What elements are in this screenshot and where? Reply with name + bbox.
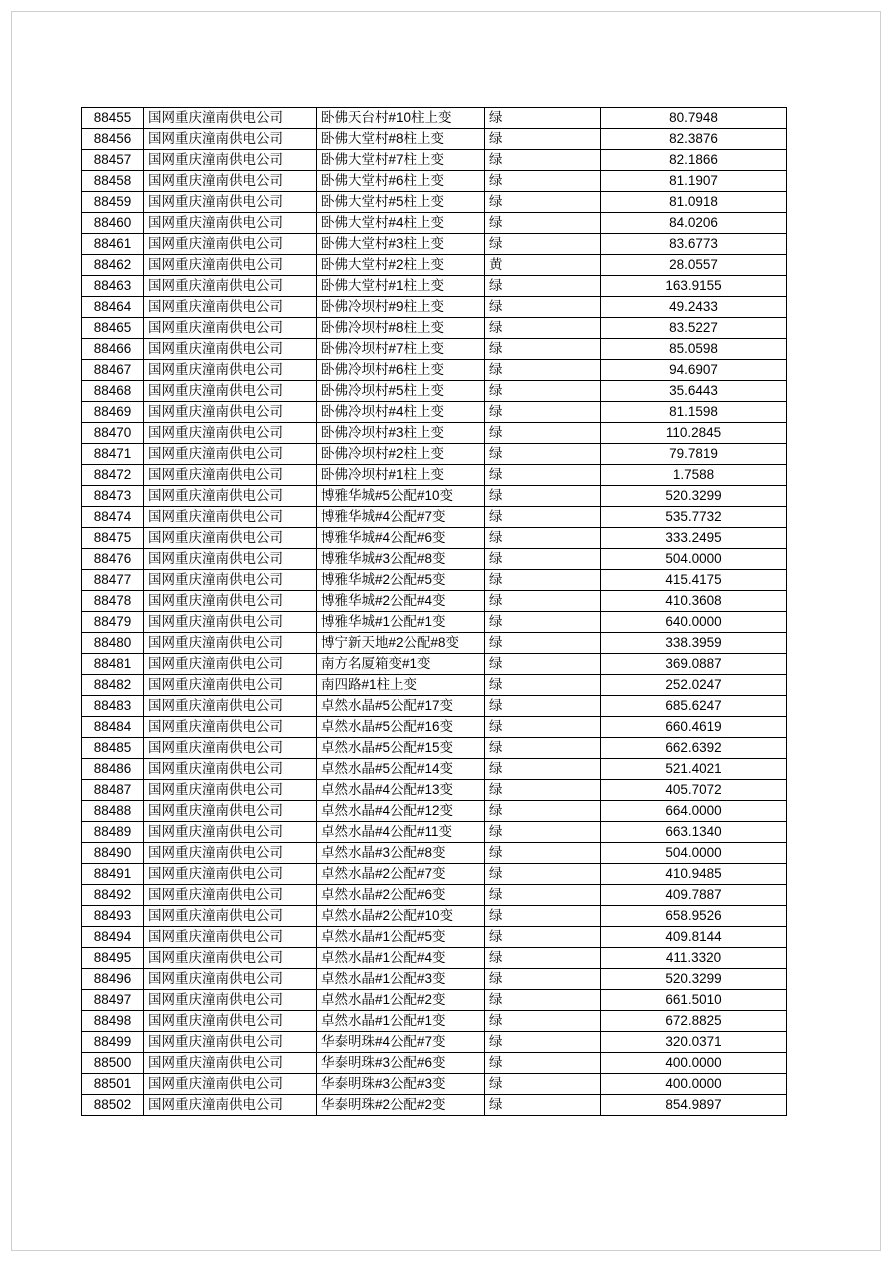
table-cell-name: 卓然水晶#5公配#14变	[317, 759, 485, 780]
table-cell-value: 79.7819	[601, 444, 787, 465]
table-row	[82, 717, 787, 738]
table-row	[82, 738, 787, 759]
table-cell-color: 绿	[485, 717, 601, 738]
table-row	[82, 1053, 787, 1074]
table-row	[82, 339, 787, 360]
table-cell-id: 88484	[82, 717, 144, 738]
table-cell-org: 国网重庆潼南供电公司	[144, 822, 317, 843]
table-cell-id: 88471	[82, 444, 144, 465]
table-cell-id: 88472	[82, 465, 144, 486]
table-cell-value: 520.3299	[601, 969, 787, 990]
table-cell-id: 88487	[82, 780, 144, 801]
table-cell-org: 国网重庆潼南供电公司	[144, 213, 317, 234]
table-cell-name: 卧佛冷坝村#6柱上变	[317, 360, 485, 381]
table-cell-id: 88460	[82, 213, 144, 234]
table-cell-value: 81.0918	[601, 192, 787, 213]
table-row	[82, 213, 787, 234]
table-cell-id: 88480	[82, 633, 144, 654]
table-cell-name: 博雅华城#2公配#5变	[317, 570, 485, 591]
table-cell-org: 国网重庆潼南供电公司	[144, 948, 317, 969]
table-cell-id: 88498	[82, 1011, 144, 1032]
table-cell-value: 84.0206	[601, 213, 787, 234]
table-cell-color: 绿	[485, 1053, 601, 1074]
table-cell-value: 94.6907	[601, 360, 787, 381]
table-cell-id: 88477	[82, 570, 144, 591]
table-cell-org: 国网重庆潼南供电公司	[144, 360, 317, 381]
table-row	[82, 990, 787, 1011]
table-cell-color: 绿	[485, 444, 601, 465]
table-cell-value: 854.9897	[601, 1095, 787, 1116]
table-cell-org: 国网重庆潼南供电公司	[144, 654, 317, 675]
table-row	[82, 486, 787, 507]
table-cell-color: 绿	[485, 129, 601, 150]
table-cell-id: 88494	[82, 927, 144, 948]
table-cell-org: 国网重庆潼南供电公司	[144, 507, 317, 528]
table-cell-value: 672.8825	[601, 1011, 787, 1032]
table-cell-color: 绿	[485, 948, 601, 969]
table-cell-org: 国网重庆潼南供电公司	[144, 1095, 317, 1116]
table-row	[82, 528, 787, 549]
table-cell-color: 绿	[485, 465, 601, 486]
table-cell-id: 88479	[82, 612, 144, 633]
table-cell-name: 卓然水晶#4公配#11变	[317, 822, 485, 843]
table-row	[82, 108, 787, 129]
table-cell-color: 绿	[485, 990, 601, 1011]
table-cell-name: 卧佛大堂村#2柱上变	[317, 255, 485, 276]
table-cell-value: 658.9526	[601, 906, 787, 927]
table-cell-color: 绿	[485, 297, 601, 318]
table-cell-name: 华泰明珠#4公配#7变	[317, 1032, 485, 1053]
table-cell-org: 国网重庆潼南供电公司	[144, 402, 317, 423]
table-row	[82, 1011, 787, 1032]
table-cell-color: 绿	[485, 612, 601, 633]
table-cell-color: 绿	[485, 822, 601, 843]
table-cell-color: 绿	[485, 801, 601, 822]
table-cell-color: 绿	[485, 318, 601, 339]
table-cell-color: 绿	[485, 549, 601, 570]
data-table	[81, 107, 787, 1116]
table-cell-value: 663.1340	[601, 822, 787, 843]
table-cell-value: 410.3608	[601, 591, 787, 612]
table-row	[82, 759, 787, 780]
table-cell-value: 80.7948	[601, 108, 787, 129]
table-cell-org: 国网重庆潼南供电公司	[144, 570, 317, 591]
table-cell-name: 卓然水晶#1公配#4变	[317, 948, 485, 969]
table-cell-org: 国网重庆潼南供电公司	[144, 633, 317, 654]
table-row	[82, 570, 787, 591]
table-cell-value: 660.4619	[601, 717, 787, 738]
table-cell-org: 国网重庆潼南供电公司	[144, 591, 317, 612]
table-row	[82, 381, 787, 402]
table-row	[82, 675, 787, 696]
table-cell-id: 88464	[82, 297, 144, 318]
table-cell-id: 88500	[82, 1053, 144, 1074]
table-cell-name: 卓然水晶#1公配#2变	[317, 990, 485, 1011]
table-cell-value: 81.1598	[601, 402, 787, 423]
table-row	[82, 297, 787, 318]
table-cell-name: 卓然水晶#5公配#16变	[317, 717, 485, 738]
table-cell-id: 88470	[82, 423, 144, 444]
table-cell-name: 博雅华城#1公配#1变	[317, 612, 485, 633]
table-cell-color: 绿	[485, 234, 601, 255]
table-cell-id: 88457	[82, 150, 144, 171]
table-row	[82, 591, 787, 612]
table-cell-name: 卓然水晶#4公配#12变	[317, 801, 485, 822]
table-row	[82, 654, 787, 675]
table-cell-color: 绿	[485, 381, 601, 402]
table-cell-name: 卓然水晶#5公配#17变	[317, 696, 485, 717]
table-cell-id: 88463	[82, 276, 144, 297]
table-row	[82, 171, 787, 192]
table-cell-id: 88497	[82, 990, 144, 1011]
table-cell-value: 504.0000	[601, 843, 787, 864]
table-cell-org: 国网重庆潼南供电公司	[144, 150, 317, 171]
table-cell-value: 163.9155	[601, 276, 787, 297]
table-row	[82, 318, 787, 339]
table-row	[82, 1032, 787, 1053]
table-cell-color: 绿	[485, 675, 601, 696]
table-cell-name: 博雅华城#4公配#7变	[317, 507, 485, 528]
table-cell-color: 绿	[485, 213, 601, 234]
table-row	[82, 360, 787, 381]
table-cell-name: 华泰明珠#2公配#2变	[317, 1095, 485, 1116]
table-row	[82, 234, 787, 255]
table-cell-org: 国网重庆潼南供电公司	[144, 1032, 317, 1053]
table-cell-value: 411.3320	[601, 948, 787, 969]
table-row	[82, 276, 787, 297]
table-cell-org: 国网重庆潼南供电公司	[144, 696, 317, 717]
table-cell-value: 28.0557	[601, 255, 787, 276]
table-cell-value: 685.6247	[601, 696, 787, 717]
table-cell-color: 绿	[485, 1095, 601, 1116]
table-row	[82, 843, 787, 864]
table-cell-value: 35.6443	[601, 381, 787, 402]
table-row	[82, 822, 787, 843]
table-cell-value: 662.6392	[601, 738, 787, 759]
table-cell-name: 卓然水晶#5公配#15变	[317, 738, 485, 759]
table-row	[82, 1095, 787, 1116]
table-cell-name: 南方名厦箱变#1变	[317, 654, 485, 675]
table-cell-org: 国网重庆潼南供电公司	[144, 234, 317, 255]
table-cell-color: 绿	[485, 843, 601, 864]
table-cell-color: 绿	[485, 780, 601, 801]
table-cell-id: 88502	[82, 1095, 144, 1116]
table-cell-org: 国网重庆潼南供电公司	[144, 528, 317, 549]
table-cell-id: 88499	[82, 1032, 144, 1053]
table-cell-id: 88492	[82, 885, 144, 906]
table-cell-color: 绿	[485, 150, 601, 171]
table-cell-value: 664.0000	[601, 801, 787, 822]
table-cell-name: 卓然水晶#2公配#7变	[317, 864, 485, 885]
table-cell-org: 国网重庆潼南供电公司	[144, 738, 317, 759]
table-cell-org: 国网重庆潼南供电公司	[144, 1074, 317, 1095]
table-cell-org: 国网重庆潼南供电公司	[144, 801, 317, 822]
table-row	[82, 969, 787, 990]
table-cell-color: 绿	[485, 570, 601, 591]
table-cell-value: 110.2845	[601, 423, 787, 444]
table-cell-color: 绿	[485, 1032, 601, 1053]
table-row	[82, 633, 787, 654]
table-cell-value: 661.5010	[601, 990, 787, 1011]
table-cell-id: 88455	[82, 108, 144, 129]
table-cell-org: 国网重庆潼南供电公司	[144, 843, 317, 864]
table-cell-id: 88481	[82, 654, 144, 675]
table-cell-id: 88476	[82, 549, 144, 570]
table-row	[82, 465, 787, 486]
table-cell-value: 338.3959	[601, 633, 787, 654]
table-cell-id: 88488	[82, 801, 144, 822]
table-cell-org: 国网重庆潼南供电公司	[144, 108, 317, 129]
table-cell-color: 绿	[485, 276, 601, 297]
table-cell-id: 88469	[82, 402, 144, 423]
table-row	[82, 444, 787, 465]
table-body	[82, 108, 787, 1116]
table-cell-color: 绿	[485, 108, 601, 129]
table-cell-name: 卓然水晶#2公配#10变	[317, 906, 485, 927]
table-cell-color: 绿	[485, 906, 601, 927]
table-cell-value: 1.7588	[601, 465, 787, 486]
table-cell-color: 绿	[485, 339, 601, 360]
table-cell-id: 88486	[82, 759, 144, 780]
table-row	[82, 402, 787, 423]
table-row	[82, 192, 787, 213]
table-cell-name: 卓然水晶#1公配#1变	[317, 1011, 485, 1032]
table-cell-name: 卧佛天台村#10柱上变	[317, 108, 485, 129]
table-cell-name: 华泰明珠#3公配#6变	[317, 1053, 485, 1074]
table-cell-name: 卧佛冷坝村#4柱上变	[317, 402, 485, 423]
table-cell-org: 国网重庆潼南供电公司	[144, 444, 317, 465]
table-row	[82, 423, 787, 444]
table-cell-color: 绿	[485, 633, 601, 654]
table-cell-color: 绿	[485, 969, 601, 990]
table-cell-name: 卧佛大堂村#6柱上变	[317, 171, 485, 192]
table-cell-name: 卓然水晶#1公配#5变	[317, 927, 485, 948]
table-cell-org: 国网重庆潼南供电公司	[144, 486, 317, 507]
table-cell-color: 绿	[485, 864, 601, 885]
table-cell-org: 国网重庆潼南供电公司	[144, 885, 317, 906]
table-cell-org: 国网重庆潼南供电公司	[144, 675, 317, 696]
table-cell-name: 博雅华城#3公配#8变	[317, 549, 485, 570]
table-cell-name: 卓然水晶#4公配#13变	[317, 780, 485, 801]
table-cell-id: 88467	[82, 360, 144, 381]
table-cell-value: 82.3876	[601, 129, 787, 150]
table-cell-id: 88466	[82, 339, 144, 360]
table-cell-color: 绿	[485, 759, 601, 780]
table-cell-org: 国网重庆潼南供电公司	[144, 717, 317, 738]
table-cell-name: 卓然水晶#1公配#3变	[317, 969, 485, 990]
table-cell-value: 410.9485	[601, 864, 787, 885]
table-cell-id: 88491	[82, 864, 144, 885]
table-cell-id: 88459	[82, 192, 144, 213]
table-cell-name: 博宁新天地#2公配#8变	[317, 633, 485, 654]
table-cell-value: 320.0371	[601, 1032, 787, 1053]
table-cell-value: 83.5227	[601, 318, 787, 339]
table-cell-name: 博雅华城#5公配#10变	[317, 486, 485, 507]
table-cell-value: 85.0598	[601, 339, 787, 360]
table-cell-id: 88501	[82, 1074, 144, 1095]
table-cell-name: 卧佛冷坝村#3柱上变	[317, 423, 485, 444]
table-cell-color: 绿	[485, 528, 601, 549]
table-cell-value: 333.2495	[601, 528, 787, 549]
table-cell-value: 81.1907	[601, 171, 787, 192]
table-cell-id: 88482	[82, 675, 144, 696]
table-cell-id: 88489	[82, 822, 144, 843]
table-cell-value: 521.4021	[601, 759, 787, 780]
table-cell-org: 国网重庆潼南供电公司	[144, 549, 317, 570]
table-cell-id: 88478	[82, 591, 144, 612]
table-cell-value: 400.0000	[601, 1053, 787, 1074]
table-row	[82, 948, 787, 969]
table-cell-id: 88493	[82, 906, 144, 927]
table-cell-id: 88465	[82, 318, 144, 339]
table-cell-name: 华泰明珠#3公配#3变	[317, 1074, 485, 1095]
table-cell-name: 卧佛大堂村#7柱上变	[317, 150, 485, 171]
table-cell-color: 绿	[485, 486, 601, 507]
table-cell-org: 国网重庆潼南供电公司	[144, 612, 317, 633]
table-row	[82, 129, 787, 150]
table-cell-id: 88475	[82, 528, 144, 549]
table-cell-org: 国网重庆潼南供电公司	[144, 990, 317, 1011]
table-cell-id: 88474	[82, 507, 144, 528]
table-cell-value: 409.7887	[601, 885, 787, 906]
table-cell-color: 绿	[485, 423, 601, 444]
table-cell-name: 卓然水晶#3公配#8变	[317, 843, 485, 864]
table-cell-org: 国网重庆潼南供电公司	[144, 381, 317, 402]
table-cell-org: 国网重庆潼南供电公司	[144, 927, 317, 948]
table-cell-org: 国网重庆潼南供电公司	[144, 906, 317, 927]
table-cell-org: 国网重庆潼南供电公司	[144, 423, 317, 444]
table-cell-color: 绿	[485, 738, 601, 759]
table-cell-color: 绿	[485, 1011, 601, 1032]
table-cell-name: 卧佛冷坝村#1柱上变	[317, 465, 485, 486]
table-cell-color: 绿	[485, 507, 601, 528]
table-cell-name: 卧佛大堂村#4柱上变	[317, 213, 485, 234]
table-cell-value: 400.0000	[601, 1074, 787, 1095]
table-cell-id: 88473	[82, 486, 144, 507]
table-cell-name: 卧佛冷坝村#9柱上变	[317, 297, 485, 318]
table-row	[82, 864, 787, 885]
table-cell-org: 国网重庆潼南供电公司	[144, 297, 317, 318]
table-cell-name: 卧佛冷坝村#7柱上变	[317, 339, 485, 360]
table-cell-name: 卓然水晶#2公配#6变	[317, 885, 485, 906]
table-cell-value: 640.0000	[601, 612, 787, 633]
table-cell-org: 国网重庆潼南供电公司	[144, 255, 317, 276]
table-cell-id: 88490	[82, 843, 144, 864]
table-cell-org: 国网重庆潼南供电公司	[144, 759, 317, 780]
table-cell-org: 国网重庆潼南供电公司	[144, 339, 317, 360]
table-cell-value: 252.0247	[601, 675, 787, 696]
table-cell-org: 国网重庆潼南供电公司	[144, 318, 317, 339]
table-cell-value: 405.7072	[601, 780, 787, 801]
table-cell-org: 国网重庆潼南供电公司	[144, 276, 317, 297]
table-cell-value: 409.8144	[601, 927, 787, 948]
table-cell-name: 南四路#1柱上变	[317, 675, 485, 696]
table-cell-color: 绿	[485, 591, 601, 612]
data-table-container	[81, 107, 786, 1116]
table-cell-color: 绿	[485, 192, 601, 213]
table-cell-org: 国网重庆潼南供电公司	[144, 969, 317, 990]
table-cell-name: 卧佛大堂村#5柱上变	[317, 192, 485, 213]
table-cell-org: 国网重庆潼南供电公司	[144, 129, 317, 150]
table-row	[82, 507, 787, 528]
table-cell-name: 卧佛大堂村#1柱上变	[317, 276, 485, 297]
table-cell-color: 绿	[485, 654, 601, 675]
table-cell-id: 88462	[82, 255, 144, 276]
table-row	[82, 906, 787, 927]
table-cell-value: 49.2433	[601, 297, 787, 318]
table-cell-value: 83.6773	[601, 234, 787, 255]
table-cell-id: 88485	[82, 738, 144, 759]
table-row	[82, 150, 787, 171]
table-cell-id: 88495	[82, 948, 144, 969]
table-cell-id: 88496	[82, 969, 144, 990]
table-cell-org: 国网重庆潼南供电公司	[144, 1011, 317, 1032]
table-cell-color: 绿	[485, 885, 601, 906]
table-cell-id: 88458	[82, 171, 144, 192]
table-row	[82, 927, 787, 948]
table-cell-name: 卧佛冷坝村#8柱上变	[317, 318, 485, 339]
table-cell-value: 535.7732	[601, 507, 787, 528]
table-cell-color: 绿	[485, 360, 601, 381]
table-row	[82, 801, 787, 822]
table-cell-org: 国网重庆潼南供电公司	[144, 171, 317, 192]
table-cell-id: 88468	[82, 381, 144, 402]
table-cell-name: 卧佛大堂村#3柱上变	[317, 234, 485, 255]
table-cell-color: 绿	[485, 1074, 601, 1095]
table-cell-org: 国网重庆潼南供电公司	[144, 465, 317, 486]
table-cell-name: 卧佛冷坝村#5柱上变	[317, 381, 485, 402]
table-row	[82, 696, 787, 717]
table-row	[82, 780, 787, 801]
table-cell-value: 369.0887	[601, 654, 787, 675]
table-cell-org: 国网重庆潼南供电公司	[144, 780, 317, 801]
table-cell-org: 国网重庆潼南供电公司	[144, 864, 317, 885]
table-cell-color: 绿	[485, 171, 601, 192]
table-cell-id: 88461	[82, 234, 144, 255]
table-cell-value: 504.0000	[601, 549, 787, 570]
table-row	[82, 549, 787, 570]
table-row	[82, 255, 787, 276]
table-cell-name: 博雅华城#2公配#4变	[317, 591, 485, 612]
table-cell-id: 88483	[82, 696, 144, 717]
table-cell-id: 88456	[82, 129, 144, 150]
table-cell-value: 82.1866	[601, 150, 787, 171]
table-cell-org: 国网重庆潼南供电公司	[144, 192, 317, 213]
table-row	[82, 885, 787, 906]
table-cell-color: 黄	[485, 255, 601, 276]
table-cell-color: 绿	[485, 696, 601, 717]
table-cell-value: 520.3299	[601, 486, 787, 507]
table-row	[82, 612, 787, 633]
table-cell-value: 415.4175	[601, 570, 787, 591]
table-cell-name: 卧佛冷坝村#2柱上变	[317, 444, 485, 465]
table-cell-color: 绿	[485, 927, 601, 948]
table-cell-color: 绿	[485, 402, 601, 423]
table-row	[82, 1074, 787, 1095]
table-cell-org: 国网重庆潼南供电公司	[144, 1053, 317, 1074]
table-cell-name: 博雅华城#4公配#6变	[317, 528, 485, 549]
table-cell-name: 卧佛大堂村#8柱上变	[317, 129, 485, 150]
